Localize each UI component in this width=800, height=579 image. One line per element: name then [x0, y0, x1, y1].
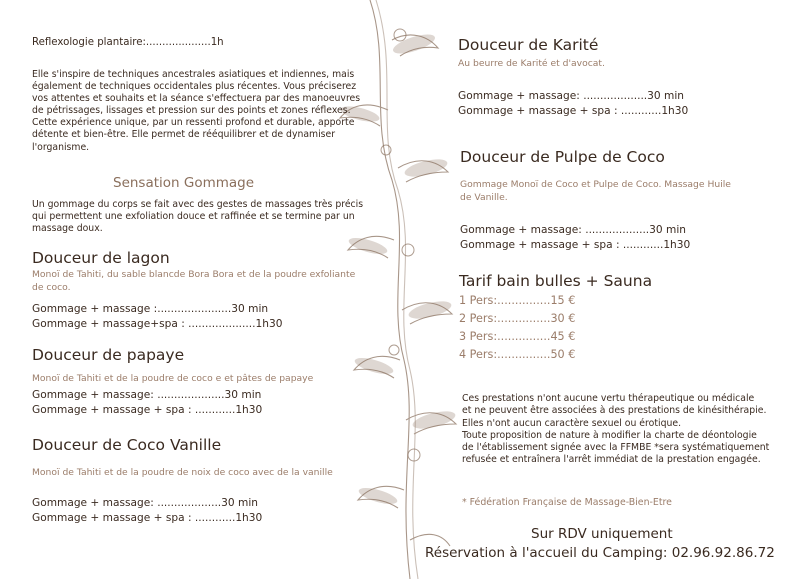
pulpe-coco-prices: [460, 223, 690, 253]
reflexologie-line: Cette expérience unique, par un ressenti profond et durable, apporte: [32, 117, 355, 129]
coco-vanille-prices: [32, 496, 262, 526]
tarif-row: 4 Pers:...............50 €: [459, 348, 576, 361]
reflexologie-title: Reflexologie plantaire:....................1h: [32, 37, 224, 48]
lagon-prices: [32, 302, 282, 332]
karite-desc-line: Au beurre de Karité et d'avocat.: [458, 58, 605, 69]
papaye-description: [32, 373, 313, 386]
lagon-desc-line: Monoï de Tahiti, du sable blancde Bora Bora et de la poudre exfoliante: [32, 269, 356, 280]
notice-line: Ces prestations n'ont aucune vertu thérapeutique ou médicale: [462, 393, 755, 404]
legal-notice: [462, 393, 769, 467]
karite-price-line: Gommage + massage + spa : ............1h30: [458, 105, 689, 117]
reflexologie-description: [32, 69, 360, 154]
papaye-price-line: Gommage + massage + spa : ............1h30: [32, 404, 263, 416]
lagon-description: [32, 269, 355, 294]
reflexologie-line: Elle s'inspire de techniques ancestrales asiatiques et indiennes, mais: [32, 69, 355, 80]
karite-price-line: Gommage + massage: ...................30 min: [458, 90, 685, 102]
pulpe-coco-desc-line: de Vanille.: [460, 191, 508, 203]
sensation-line: Un gommage du corps se fait avec des gestes de massages très précis: [32, 199, 364, 210]
tarif-bain-list: [459, 292, 575, 364]
tarif-row: 3 Pers:...............45 €: [459, 330, 576, 343]
reflexologie-line: détente et bien-être. Elle permet de rééquilibrer et de dynamiser: [32, 129, 336, 141]
reservation-phone: Réservation à l'accueil du Camping: 02.96.92.86.72: [425, 545, 775, 561]
lagon-desc-line: de coco.: [32, 281, 71, 293]
reflexologie-line: de pétrissages, lissages et pression sur des points et zones réflexes.: [32, 105, 351, 117]
lagon-price-line: Gommage + massage+spa : ....................1h30: [32, 318, 283, 330]
pulpe-coco-heading: Douceur de Pulpe de Coco: [460, 148, 665, 166]
notice-line: Elles n'ont aucun caractère sexuel ou érotique.: [462, 417, 682, 429]
sensation-gommage-heading: Sensation Gommage: [113, 175, 255, 191]
sensation-line: massage doux.: [32, 223, 103, 235]
karite-prices: [458, 89, 688, 119]
papaye-heading: Douceur de papaye: [32, 346, 185, 364]
lagon-price-line: Gommage + massage :......................30 min: [32, 303, 269, 315]
reflexologie-line: vos attentes et souhaits et la séance s'effectuera par des manoeuvres: [32, 93, 361, 105]
papaye-desc-line: Monoï de Tahiti et de la poudre de coco e et pâtes de papaye: [32, 373, 314, 384]
tarif-row: 2 Pers:...............30 €: [459, 312, 576, 325]
tarif-row: 1 Pers:...............15 €: [459, 294, 576, 307]
reflexologie-line: également de techniques occidentales plus récentes. Vous préciserez: [32, 81, 357, 93]
papaye-price-line: Gommage + massage: ....................30 min: [32, 389, 262, 401]
rdv-notice: Sur RDV uniquement: [531, 526, 673, 542]
papaye-prices: [32, 388, 262, 418]
pulpe-coco-desc-line: Gommage Monoï de Coco et Pulpe de Coco. Massage Huile: [460, 179, 731, 190]
coco-vanille-price-line: Gommage + massage: ...................30 min: [32, 497, 259, 509]
sensation-line: qui permettent une exfoliation douce et raffinée et se termine par un: [32, 211, 355, 223]
coco-vanille-heading: Douceur de Coco Vanille: [32, 436, 222, 454]
pulpe-coco-price-line: Gommage + massage + spa : ............1h30: [460, 239, 691, 251]
lagon-heading: Douceur de lagon: [32, 249, 170, 267]
notice-line: refusée et entraînera l'arrêt immédiat de la prestation engagée.: [462, 454, 761, 466]
coco-vanille-description: [32, 467, 333, 480]
karite-description: [458, 58, 605, 71]
coco-vanille-price-line: Gommage + massage + spa : ............1h30: [32, 512, 263, 524]
coco-vanille-desc-line: Monoï de Tahiti et de la poudre de noix de coco avec de la vanille: [32, 467, 333, 478]
reflexologie-line: l'organisme.: [32, 141, 90, 153]
karite-heading: Douceur de Karité: [458, 36, 599, 54]
tarif-bain-heading: Tarif bain bulles + Sauna: [459, 272, 653, 290]
pulpe-coco-price-line: Gommage + massage: ...................30 min: [460, 224, 687, 236]
federation-footnote: * Fédération Française de Massage-Bien-Etre: [462, 497, 672, 508]
sensation-gommage-description: [32, 199, 363, 235]
notice-line: et ne peuvent être associées à des prestations de kinésithérapie.: [462, 405, 767, 417]
pulpe-coco-description: [460, 179, 731, 204]
notice-line: Toute proposition de nature à modifier la charte de déontologie: [462, 429, 757, 441]
notice-line: de l'établissement signée avec la FFMBE *sera systématiquement: [462, 442, 770, 454]
